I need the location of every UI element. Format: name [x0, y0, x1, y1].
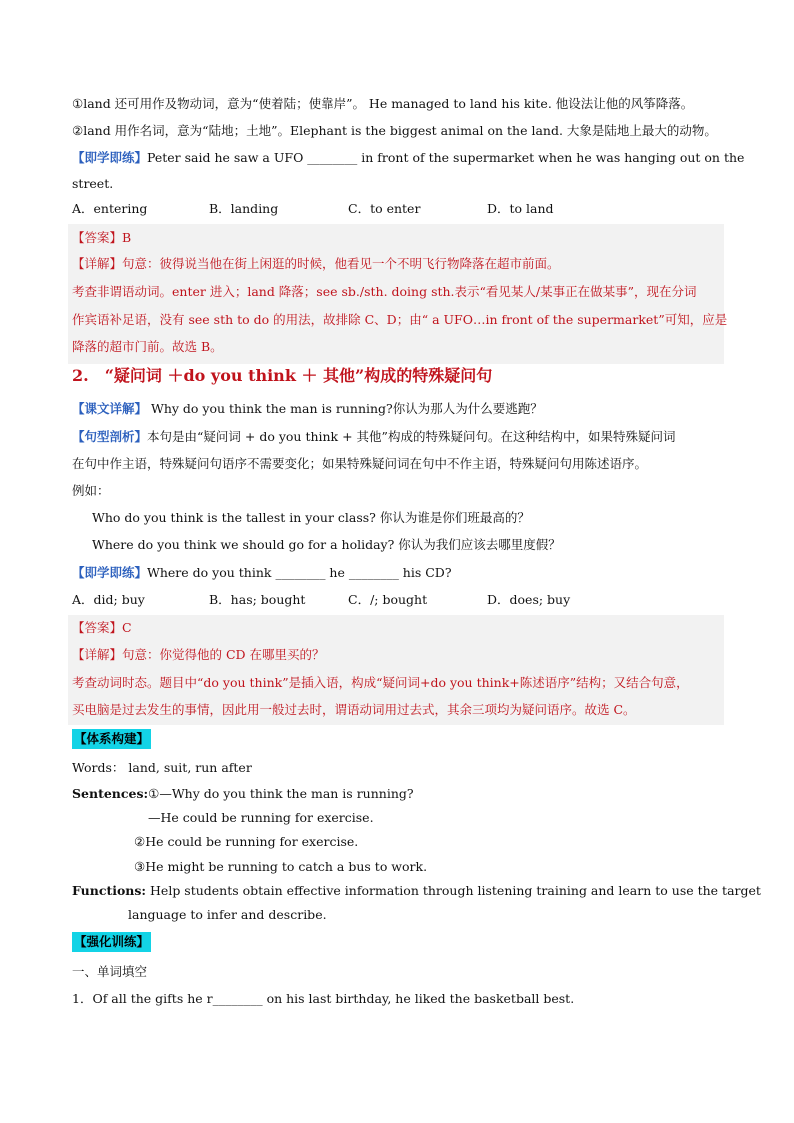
system-heading-label: 【体系构建】 [72, 729, 151, 749]
option-c-2: C．/; bought [348, 592, 428, 607]
detail-1-line-3: 作宾语补足语，没有 see sth to do 的用法，故排除 C、D；由“ a UFO…in front of the supermarket”可知，应是 [72, 312, 728, 327]
option-d: D．to land [487, 201, 554, 216]
functions-line-1 [72, 881, 761, 901]
practice-question: Peter said he saw a UFO ________ in front of the supermarket when he was hanging out on the [147, 150, 745, 165]
lesson-tag: 【课文详解】 [72, 401, 148, 416]
detail-1-line-4: 降落的超市门前。故选 B。 [72, 339, 223, 354]
detail-text: 句意：彼得说当他在街上闲逛的时候，他看见一个不明飞行物降落在超市前面。 [122, 256, 560, 271]
detail-tag-2: 【详解】 [72, 647, 123, 662]
lesson-text: Why do you think the man is running?你认为那人为什么要逃跑？ [147, 401, 543, 416]
practice-1 [72, 148, 744, 168]
training-question-1: 1．Of all the gifts he r________ on his last birthday, he liked the basketball best. [72, 991, 575, 1006]
example-2: Where do you think we should go for a holiday? 你认为我们应该去哪里度假？ [92, 537, 561, 552]
functions-line-2: language to infer and describe. [128, 907, 327, 922]
sentence-2: ②He could be running for exercise. [134, 834, 359, 849]
section-2-heading: 2. “疑问词 ＋do you think ＋ 其他”构成的特殊疑问句 [72, 366, 493, 385]
answer-1 [72, 228, 131, 248]
sentence-1: ①—Why do you think the man is running? [148, 786, 414, 801]
detail-1-line-1 [72, 254, 560, 274]
answer-value: B [122, 230, 132, 245]
practice-question-2: Where do you think ________ he ________ his CD? [147, 565, 452, 580]
functions-text: Help students obtain effective information through listening training and learn to use the target [146, 883, 761, 898]
training-heading-label: 【强化训练】 [72, 932, 151, 952]
option-a: A．entering [72, 201, 148, 216]
words-label: Words： [72, 760, 125, 775]
analysis-line-3: 例如： [72, 483, 110, 498]
practice-2 [72, 563, 452, 583]
answer-tag-2: 【答案】 [72, 620, 123, 635]
lesson-detail [72, 399, 543, 419]
system-heading [72, 729, 151, 749]
words-text: land, suit, run after [124, 760, 252, 775]
detail-text-2: 句意：你觉得他的 CD 在哪里买的？ [122, 647, 325, 662]
sentence-1b: —He could be running for exercise. [148, 810, 374, 825]
option-b: B．landing [209, 201, 279, 216]
analysis-tag: 【句型剖析】 [72, 429, 148, 444]
option-b-2: B．has; bought [209, 592, 306, 607]
detail-2-line-1 [72, 645, 325, 665]
analysis-line-1 [72, 427, 675, 447]
detail-1-line-2: 考查非谓语动词。enter 进入；land 降落；see sb./sth. doing sth.表示“看见某人/某事正在做某事”，现在分词 [72, 284, 697, 299]
training-subheading: 一、单词填空 [72, 964, 148, 979]
option-d-2: D．does; buy [487, 592, 571, 607]
answer-tag: 【答案】 [72, 230, 123, 245]
option-a-2: A．did; buy [72, 592, 145, 607]
answer-value-2: C [122, 620, 132, 635]
training-heading [72, 932, 151, 952]
analysis-text: 本句是由“疑问词 + do you think + 其他”构成的特殊疑问句。在这种结构中，如果特殊疑问词 [147, 429, 676, 444]
detail-2-line-2: 考查动词时态。题目中“do you think”是插入语，构成“疑问词+do you think+陈述语序”结构；又结合句意， [72, 675, 689, 690]
answer-2 [72, 618, 132, 638]
sentences-line-1 [72, 784, 414, 804]
functions-label: Functions: [72, 883, 147, 898]
detail-tag: 【详解】 [72, 256, 123, 271]
intro-line-1: ①land 还可用作及物动词，意为“使着陆；使靠岸”。 He managed to land his kite. 他设法让他的风筝降落。 [72, 96, 694, 111]
analysis-line-2: 在句中作主语，特殊疑问句语序不需要变化；如果特殊疑问词在句中不作主语，特殊疑问句用陈述语序。 [72, 456, 648, 471]
example-1: Who do you think is the tallest in your class? 你认为谁是你们班最高的？ [92, 510, 530, 525]
practice-tag: 【即学即练】 [72, 150, 148, 165]
sentence-3: ③He might be running to catch a bus to work. [134, 859, 428, 874]
words-line [72, 758, 252, 778]
detail-2-line-3: 买电脑是过去发生的事情，因此用一般过去时，谓语动词用过去式，其余三项均为疑问语序。故选 C。 [72, 702, 636, 717]
practice-1-cont: street. [72, 176, 114, 191]
option-c: C．to enter [348, 201, 421, 216]
intro-line-2: ②land 用作名词，意为“陆地；土地”。Elephant is the biggest animal on the land. 大象是陆地上最大的动物。 [72, 123, 717, 138]
practice-tag-2: 【即学即练】 [72, 565, 148, 580]
sentences-label: Sentences: [72, 786, 149, 801]
